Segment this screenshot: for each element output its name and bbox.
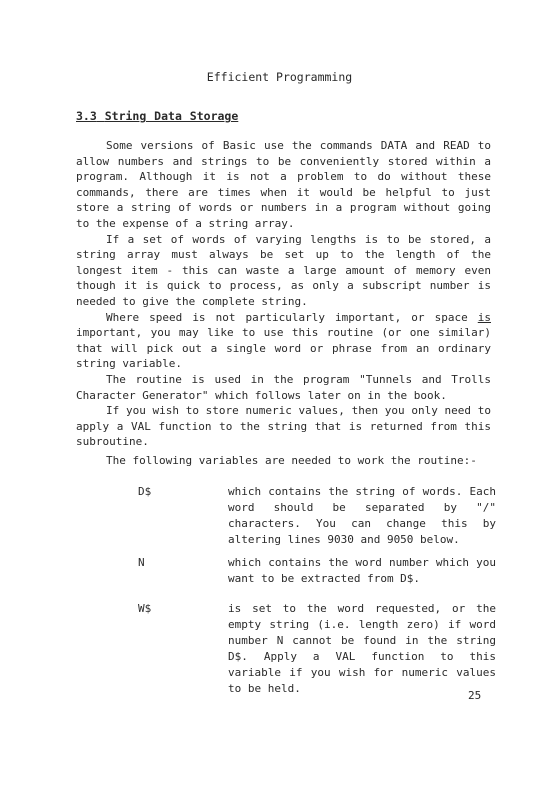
variable-name: W$ [138,602,152,615]
variables-intro: The following variables are needed to work the routine:- [106,454,477,467]
body-text [76,138,491,450]
paragraph: If you wish to store numeric values, then you only need to apply a VAL function to the string that is returned from this subroutine. [76,404,491,449]
variable-description: is set to the word requested, or the empty string (i.e. length zero) if word number N cannot be found in the string D$. Apply a VAL function to this variable if you wish for numeric values to be held. [228,602,496,695]
variable-name: N [138,556,145,569]
section-title-text: String Data Storage [104,109,239,123]
variable-description: which contains the string of words. Each word should be separated by "/" characters. You can change this by altering lines 9030 and 9050 below. [228,485,496,546]
paragraph-text: important, you may like to use this routine (or one similar) that will pick out a single word or phrase from an ordinary string variable. [76,326,491,371]
running-header: Efficient Programming [206,70,353,84]
paragraph: If a set of words of varying lengths is to be stored, a string array must always be set up to the length of the longest item - this can waste a large amount of memory even though it is quick to process, as only a subscript number is needed to give the complete string. [76,232,491,308]
section-number: 3.3 [76,109,97,123]
underlined-word: is [477,310,491,324]
variable-description: which contains the word number which you want to be extracted from D$. [228,556,496,585]
variable-name: D$ [138,485,152,498]
paragraph: The routine is used in the program "Tunnels and Trolls Character Generator" which follows later on in the book. [76,372,491,402]
section-heading [76,109,238,123]
page-number: 25 [468,689,482,702]
paragraph-text: Where speed is not particularly important, or space [106,310,478,324]
paragraph: Some versions of Basic use the commands DATA and READ to allow numbers and strings to be conveniently stored within a program. Although it is not a problem to do without these commands, there are times when it would be helpful to just store a string of words or numbers in a program without going to the expense of a string array. [76,139,491,230]
paragraph [76,310,491,372]
